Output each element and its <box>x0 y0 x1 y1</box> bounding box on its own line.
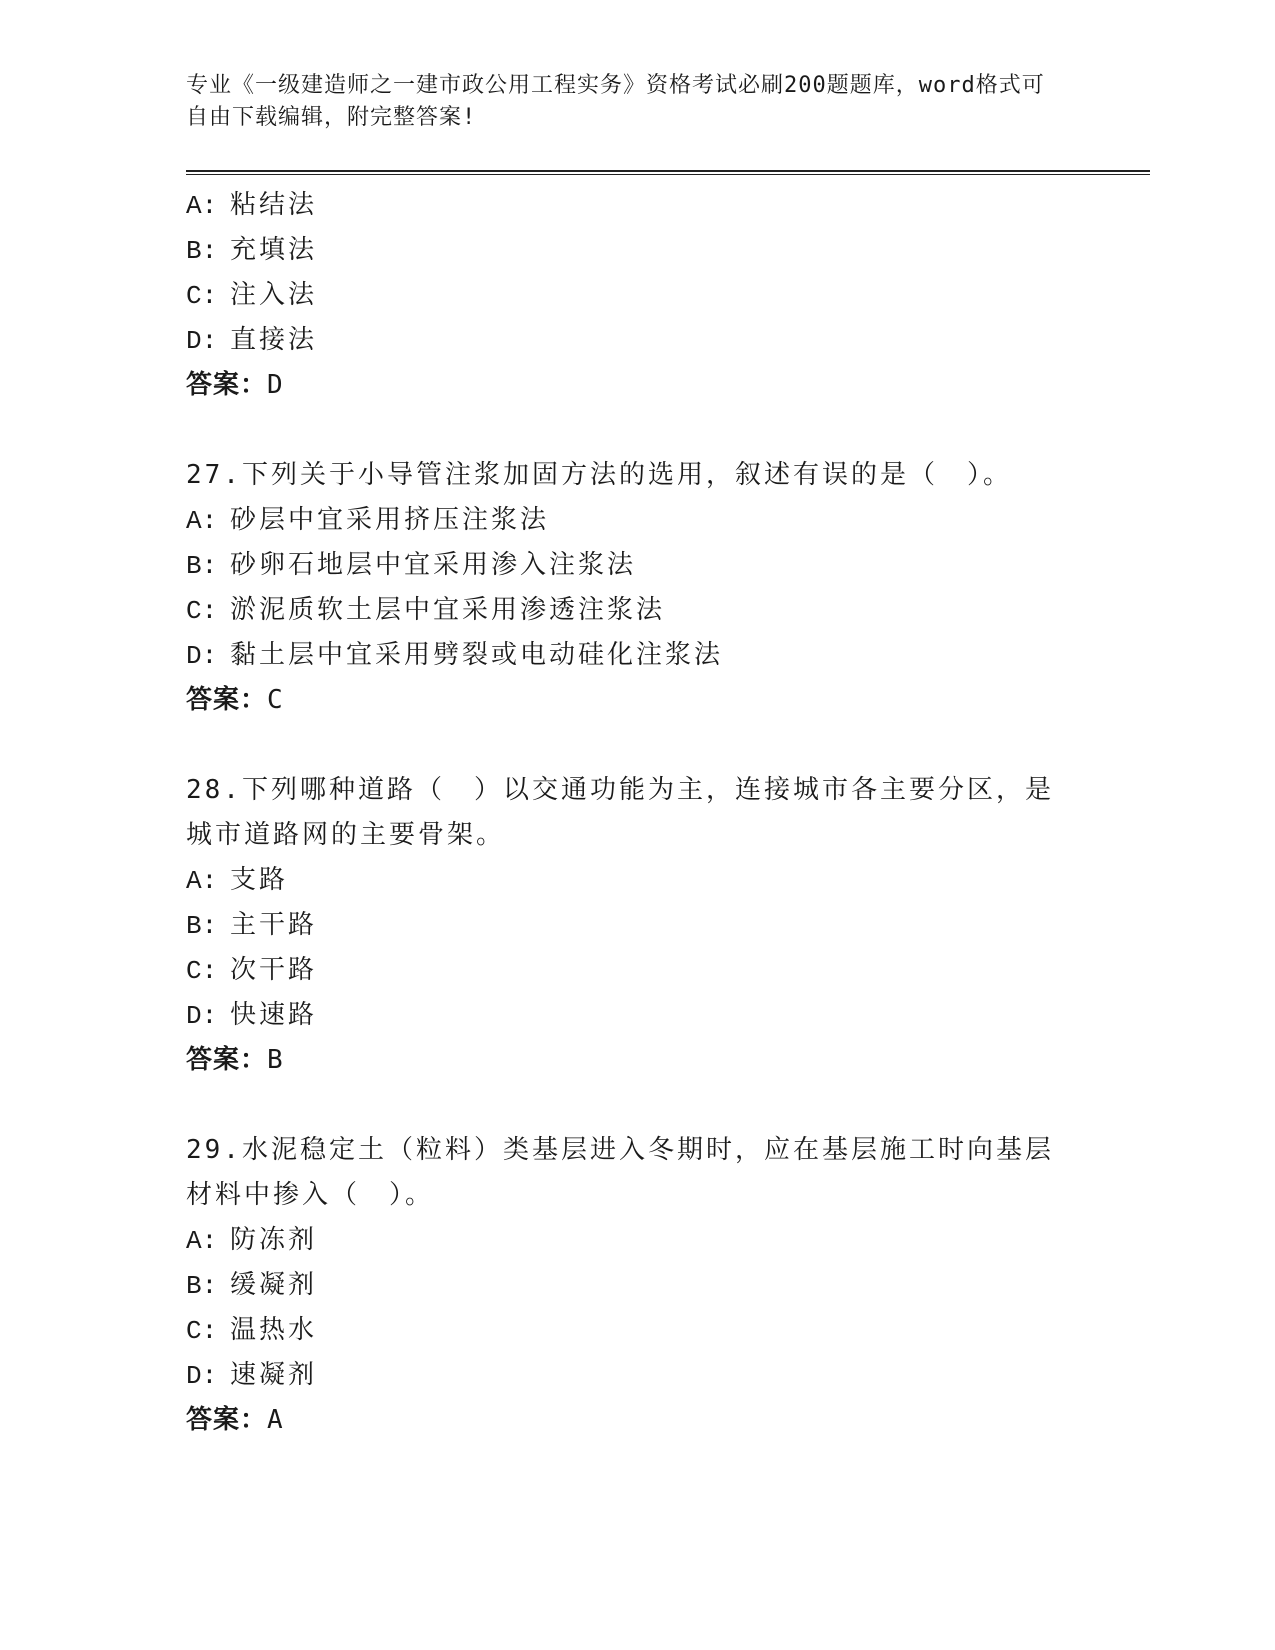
question-list <box>186 183 1146 1443</box>
option-b <box>186 228 1146 273</box>
document-header: 专业《一级建造师之一建市政公用工程实务》资格考试必刷200题题库，word格式可自由下载编辑，附完整答案! <box>186 73 1045 130</box>
spacer <box>186 1083 1146 1128</box>
answer-line <box>186 678 1146 723</box>
option-text: 速凝剂 <box>230 1360 318 1390</box>
option-label: C: <box>186 1316 218 1346</box>
option-c <box>186 948 1146 993</box>
option-text: 主干路 <box>230 910 318 940</box>
option-d <box>186 633 1146 678</box>
question-stem: 27.下列关于小导管注浆加固方法的选用，叙述有误的是（ ）。 <box>186 460 1012 490</box>
option-text: 直接法 <box>230 325 318 355</box>
question-block-26 <box>186 183 1146 408</box>
option-label: D: <box>186 1001 218 1031</box>
answer-label: 答案： <box>186 1045 268 1075</box>
option-text: 砂层中宜采用挤压注浆法 <box>230 505 550 535</box>
option-c <box>186 273 1146 318</box>
spacer <box>186 408 1146 453</box>
option-text: 温热水 <box>230 1315 318 1345</box>
option-text: 注入法 <box>230 280 318 310</box>
option-c <box>186 1308 1146 1353</box>
answer-value: A <box>267 1405 284 1435</box>
option-text: 缓凝剂 <box>230 1270 318 1300</box>
option-text: 砂卵石地层中宜采用渗入注浆法 <box>230 550 637 580</box>
option-label: D: <box>186 1361 218 1391</box>
option-label: D: <box>186 326 218 356</box>
answer-line <box>186 1398 1146 1443</box>
option-b <box>186 903 1146 948</box>
option-label: A: <box>186 191 218 221</box>
answer-value: C <box>267 685 284 715</box>
option-label: D: <box>186 641 218 671</box>
question-block-29 <box>186 1128 1146 1443</box>
spacer <box>186 723 1146 768</box>
option-a <box>186 183 1146 228</box>
option-text: 充填法 <box>230 235 318 265</box>
option-c <box>186 588 1146 633</box>
question-stem: 29.水泥稳定土（粒料）类基层进入冬期时，应在基层施工时向基层材料中掺入（ ）。 <box>186 1135 1054 1210</box>
answer-label: 答案： <box>186 685 268 715</box>
document-page <box>186 70 1146 1443</box>
option-label: C: <box>186 281 218 311</box>
option-label: C: <box>186 956 218 986</box>
question-block-27 <box>186 453 1146 723</box>
option-text: 防冻剂 <box>230 1225 318 1255</box>
option-b <box>186 1263 1146 1308</box>
answer-value: D <box>267 370 284 400</box>
option-d <box>186 318 1146 363</box>
option-label: B: <box>186 1271 218 1301</box>
option-label: C: <box>186 596 218 626</box>
option-text: 次干路 <box>230 955 318 985</box>
option-label: A: <box>186 866 218 896</box>
option-d <box>186 1353 1146 1398</box>
option-label: B: <box>186 236 218 266</box>
option-text: 支路 <box>230 865 289 895</box>
header-rule <box>186 170 1150 175</box>
option-b <box>186 543 1146 588</box>
option-text: 淤泥质软土层中宜采用渗透注浆法 <box>230 595 666 625</box>
answer-label: 答案： <box>186 370 268 400</box>
option-label: B: <box>186 911 218 941</box>
option-a <box>186 858 1146 903</box>
option-text: 快速路 <box>230 1000 318 1030</box>
option-label: A: <box>186 1226 218 1256</box>
option-label: B: <box>186 551 218 581</box>
answer-label: 答案： <box>186 1405 268 1435</box>
option-a <box>186 498 1146 543</box>
answer-line <box>186 363 1146 408</box>
option-text: 粘结法 <box>230 190 318 220</box>
answer-line <box>186 1038 1146 1083</box>
option-label: A: <box>186 506 218 536</box>
answer-value: B <box>267 1045 284 1075</box>
question-stem: 28.下列哪种道路（ ）以交通功能为主，连接城市各主要分区，是城市道路网的主要骨架。 <box>186 775 1054 850</box>
option-a <box>186 1218 1146 1263</box>
question-block-28 <box>186 768 1146 1083</box>
option-text: 黏土层中宜采用劈裂或电动硅化注浆法 <box>230 640 724 670</box>
option-d <box>186 993 1146 1038</box>
